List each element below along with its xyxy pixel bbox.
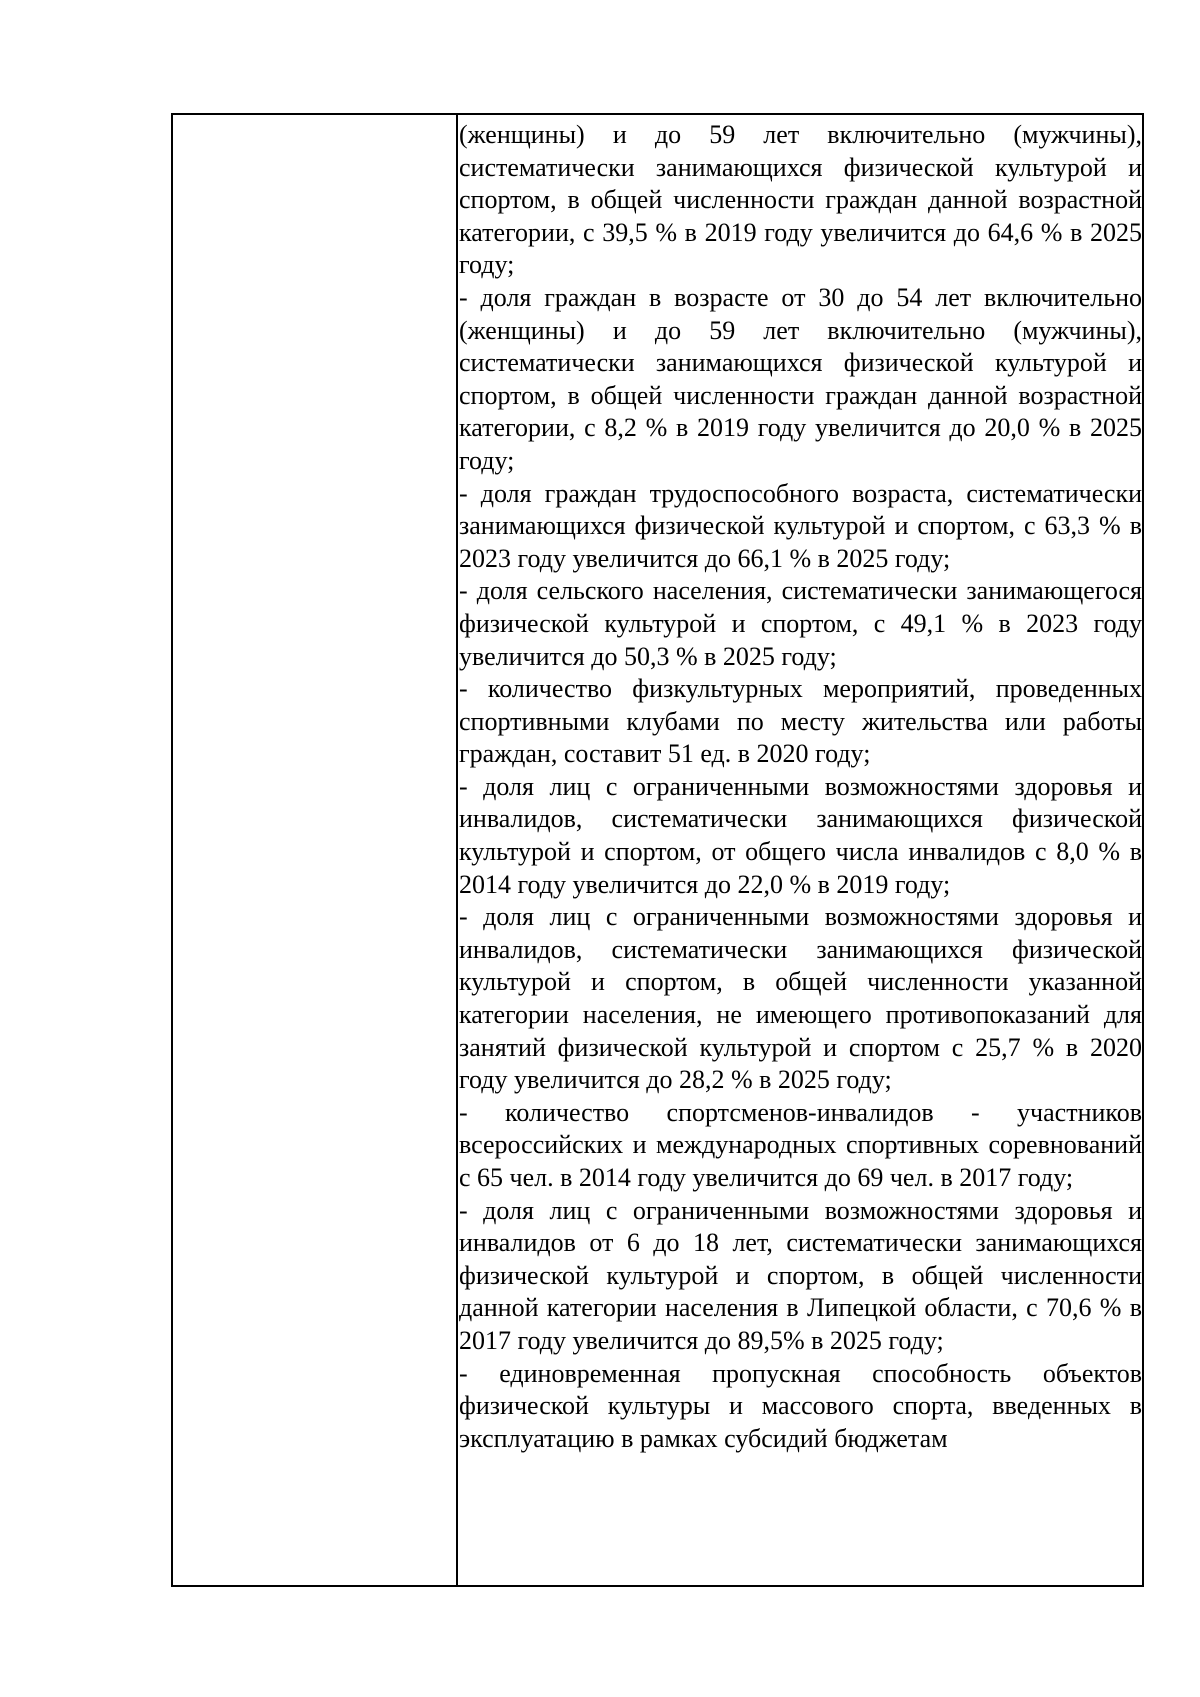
paragraph-8: - количество спортсменов-инвалидов - участников всероссийских и международных спортивных соревнований с 65 чел. в 2014 году увеличится до 69 чел. в 2017 году; xyxy=(459,1097,1142,1192)
paragraph-4: - доля сельского населения, систематически занимающегося физической культурой и спортом, с 49,1 % в 2023 году увеличится до 50,3 % в 2025 году; xyxy=(459,576,1142,671)
document-table xyxy=(171,113,1144,1587)
paragraph-6: - доля лиц с ограниченными возможностями здоровья и инвалидов, систематически занимающихся физической культурой и спортом, от общего числа инвалидов с 8,0 % в 2014 году увеличится до 22,0 % в 2019 году; xyxy=(459,771,1142,899)
paragraph-7: - доля лиц с ограниченными возможностями здоровья и инвалидов, систематически занимающихся физической культурой и спортом, в общей численности указанной категории населения, не имеющего противопоказаний для занятий физической культурой и спортом с 25,7 % в 2020 году увеличится до 28,2 % в 2025 году; xyxy=(459,902,1142,1095)
column-divider xyxy=(456,115,458,1585)
table-right-cell xyxy=(459,119,1142,1455)
paragraph-9: - доля лиц с ограниченными возможностями здоровья и инвалидов от 6 до 18 лет, систематически занимающихся физической культурой и спортом, в общей численности данной категории населения в Липецкой области, с 70,6 % в 2017 году увеличится до 89,5% в 2025 году; xyxy=(459,1195,1142,1355)
paragraph-2: - доля граждан в возрасте от 30 до 54 лет включительно (женщины) и до 59 лет включительно (мужчины), систематически занимающихся физической культурой и спортом, в общей численности граждан данной возрастной категории, с 8,2 % в 2019 году увеличится до 20,0 % в 2025 году; xyxy=(459,282,1142,475)
paragraph-1: (женщины) и до 59 лет включительно (мужчины), систематически занимающихся физической культурой и спортом, в общей численности граждан данной возрастной категории, с 39,5 % в 2019 году увеличится до 64,6 % в 2025 году; xyxy=(459,120,1142,280)
paragraph-10: - единовременная пропускная способность объектов физической культуры и массового спорта, введенных в эксплуатацию в рамках субсидий бюджетам xyxy=(459,1358,1142,1453)
paragraph-5: - количество физкультурных мероприятий, проведенных спортивными клубами по месту жительства или работы граждан, составит 51 ед. в 2020 году; xyxy=(459,674,1142,769)
table-left-cell xyxy=(173,115,456,1585)
paragraph-3: - доля граждан трудоспособного возраста, систематически занимающихся физической культурой и спортом, с 63,3 % в 2023 году увеличится до 66,1 % в 2025 году; xyxy=(459,478,1142,573)
